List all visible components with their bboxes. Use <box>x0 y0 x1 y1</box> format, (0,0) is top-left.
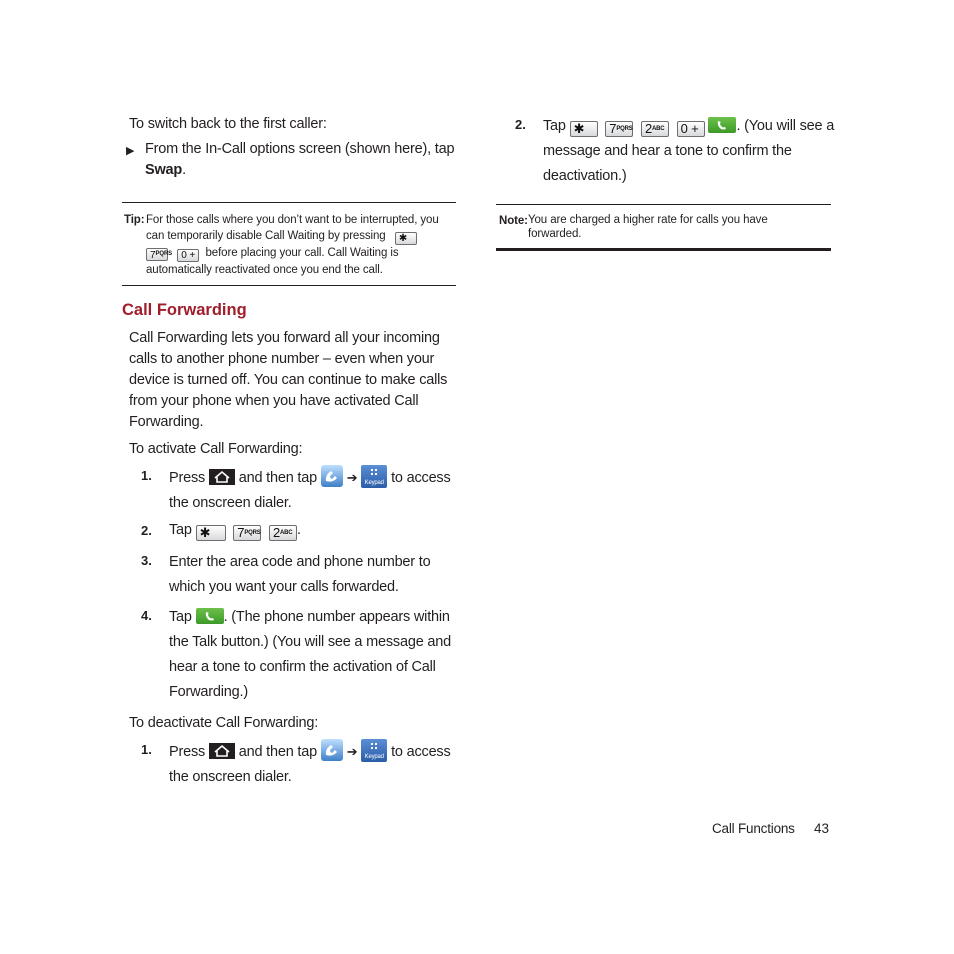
deactivate-step-1: Press and then tap ➔ Keypad to access the onscreen dialer. <box>169 739 469 790</box>
star-key-icon: ✱ <box>570 121 598 137</box>
step-3-number: 3. <box>141 553 152 568</box>
note-bottom-rule <box>496 248 831 251</box>
tip-label: Tip: <box>124 214 145 226</box>
star-key-icon: ✱ <box>196 525 226 541</box>
note-text: You are charged a higher rate for calls you have forwarded. <box>528 214 768 240</box>
swap-step <box>145 139 465 181</box>
deactivate-step-2: Tap ✱ $7_{PQRS}$ $2_{ABC}$ 0 + . (You will see a message and hear a tone to confirm the deactivation.) <box>543 118 835 184</box>
keypad-icon: Keypad <box>361 739 387 762</box>
phone-app-icon <box>321 465 343 487</box>
tip-text <box>146 212 466 278</box>
arrow-icon: ➔ <box>346 744 358 759</box>
seven-key-icon: $7_{PQRS}$ <box>233 525 261 541</box>
deactivate-step-1-number: 1. <box>141 742 152 757</box>
deactivate-step-2-number: 2. <box>515 117 526 132</box>
two-key-icon: $2_{ABC}$ <box>269 525 297 541</box>
tip-top-rule <box>122 202 456 203</box>
seven-key-icon: $7_{PQRS}$ <box>146 248 168 261</box>
zero-key-icon: 0 + <box>677 121 705 137</box>
footer-section: Call Functions <box>712 821 795 836</box>
switch-back-label: To switch back to the first caller: <box>129 116 327 132</box>
tip-line-2: can temporarily disable Call Waiting by pressing ✱ <box>146 228 466 245</box>
activate-label: To activate Call Forwarding: <box>129 441 303 457</box>
keypad-icon: Keypad <box>361 465 387 488</box>
tip-bottom-rule <box>122 285 456 286</box>
swap-word: Swap <box>145 162 183 178</box>
seven-key-icon: $7_{PQRS}$ <box>605 121 633 137</box>
step-2-number: 2. <box>141 523 152 538</box>
section-heading: Call Forwarding <box>122 301 247 319</box>
step-1-number: 1. <box>141 468 152 483</box>
note-label: Note: <box>499 215 528 227</box>
deactivate-label: To deactivate Call Forwarding: <box>129 715 319 731</box>
home-key-icon <box>209 743 235 759</box>
page-number: 43 <box>814 821 830 836</box>
tip-line-4: automatically reactivated once you end the call. <box>146 264 383 276</box>
talk-key-icon <box>708 117 736 133</box>
step-3: Enter the area code and phone number to which you want your calls forwarded. <box>169 554 431 595</box>
step-4: Tap . (The phone number appears within the Talk button.) (You will see a message and hear a tone to confirm the activation of Call Forwarding.) <box>169 609 451 700</box>
intro-paragraph: Call Forwarding lets you forward all your incoming calls to another phone number – even when your device is turned off. You can continue to make calls from your phone when you have activated Call Forwarding. <box>129 330 448 430</box>
bullet-arrow-icon: ▶ <box>126 145 135 157</box>
phone-app-icon <box>321 739 343 761</box>
tip-line-1: For those calls where you don’t want to be interrupted, you <box>146 214 439 226</box>
step-4-number: 4. <box>141 608 152 623</box>
arrow-icon: ➔ <box>346 470 358 485</box>
step-1: Press and then tap ➔ Keypad to access the onscreen dialer. <box>169 465 469 516</box>
star-key-icon: ✱ <box>395 232 417 245</box>
talk-key-icon <box>196 608 224 624</box>
step-2: Tap ✱ $7_{PQRS}$ $2_{ABC}$ . <box>169 522 301 540</box>
zero-key-icon: 0 + <box>177 249 199 262</box>
swap-period: . <box>182 162 186 178</box>
home-key-icon <box>209 469 235 485</box>
two-key-icon: $2_{ABC}$ <box>641 121 669 137</box>
swap-step-text: From the In-Call options screen (shown here), tap <box>145 141 455 157</box>
tip-line-3: $7_{PQRS}$ 0 + before placing your call. Call Waiting is <box>146 245 466 262</box>
note-top-rule <box>496 204 831 205</box>
